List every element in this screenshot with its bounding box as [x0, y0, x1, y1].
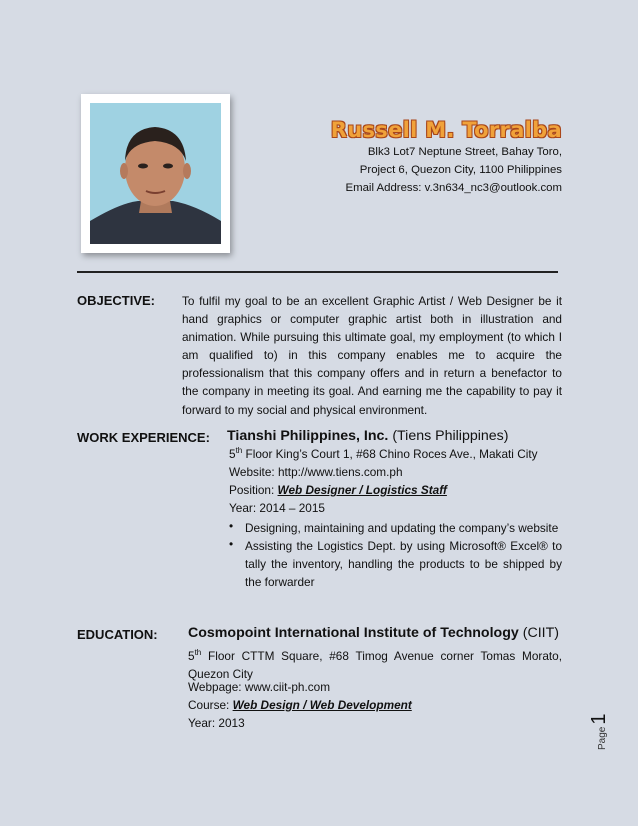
work-company [227, 428, 509, 444]
education-school [188, 625, 559, 641]
edu-floor-num: 5 [188, 648, 195, 663]
education-course [188, 698, 412, 712]
edu-floor-sup: th [194, 648, 202, 657]
school-abbr: (CIIT) [522, 625, 559, 641]
school-name: Cosmopoint International Institute of Technology [188, 625, 519, 641]
header-divider [77, 271, 558, 273]
course-title: Web Design / Web Development [232, 698, 412, 712]
objective-text: To fulfil my goal to be an excellent Graphic Artist / Web Designer be it hand graphics or computer graphic artist both in illustration and animation. While pursuing this ultimate goal, my employment (to which I am qualified to) in this company enables me to acquire the professionalism that this company offers and in return a benefactor to the company in meeting its goal. And earning me the capability to pay it forward to my social and physical environment. [182, 294, 562, 417]
address-line-2: Project 6, Quezon City, 1100 Philippines [359, 164, 562, 176]
email-address: Email Address: v.3n634_nc3@outlook.com [345, 182, 562, 194]
page-number-value: 1 [588, 713, 610, 725]
address-line-1: Blk3 Lot7 Neptune Street, Bahay Toro, [367, 146, 562, 158]
work-duty-2: Assisting the Logistics Dept. by using Microsoft® Excel® to tally the inventory, handling the products to be shipped by the forwarder [245, 539, 562, 590]
edu-floor-rest: Floor CTTM Square, #68 Timog Avenue corner Tomas Morato, Quezon City [188, 648, 562, 682]
work-website: Website: http://www.tiens.com.ph [229, 465, 403, 479]
education-label: EDUCATION: [77, 627, 158, 642]
page-label: Page [597, 726, 608, 750]
page-number [588, 702, 620, 750]
company-name: Tianshi Philippines, Inc. [227, 428, 389, 444]
company-alt-name: (Tiens Philippines) [392, 428, 509, 444]
position-label: Position: [229, 483, 278, 497]
education-address [188, 644, 562, 683]
course-label: Course: [188, 698, 233, 712]
education-webpage: Webpage: www.ciit-ph.com [188, 680, 331, 694]
work-position [229, 483, 447, 497]
work-floor-rest: Floor King’s Court 1, #68 Chino Roces Ave., Makati City [242, 446, 538, 461]
work-duty-1: Designing, maintaining and updating the company’s website [245, 521, 559, 535]
bullet-icon: • [229, 537, 234, 551]
applicant-name: Russell M. Torralba [330, 118, 562, 142]
profile-photo [90, 103, 221, 244]
work-floor-sup: th [235, 446, 243, 455]
bullet-icon: • [229, 519, 234, 533]
work-year: Year: 2014 – 2015 [229, 501, 325, 515]
work-floor-num: 5 [229, 446, 236, 461]
education-year: Year: 2013 [188, 716, 245, 730]
objective-label: OBJECTIVE: [77, 293, 156, 308]
position-title: Web Designer / Logistics Staff [277, 483, 447, 497]
profile-photo-frame [81, 94, 230, 253]
work-experience-label: WORK EXPERIENCE: [77, 430, 210, 445]
work-address [229, 446, 538, 461]
